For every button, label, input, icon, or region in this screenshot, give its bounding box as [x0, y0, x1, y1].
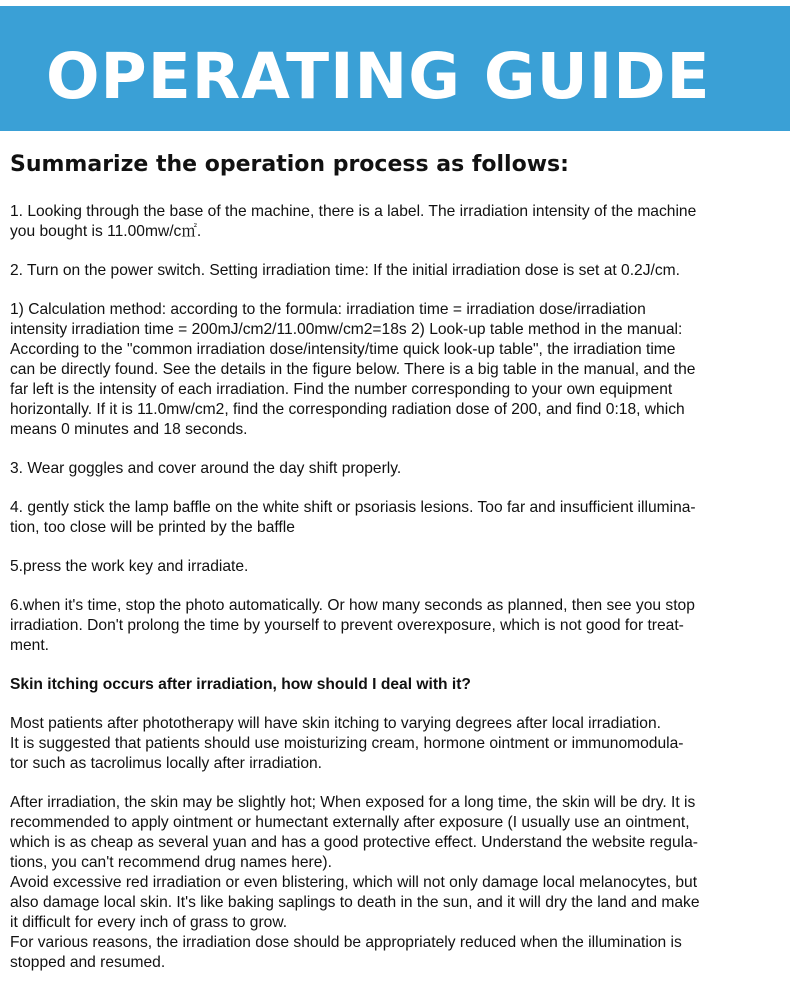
faq-answer-paragraph [10, 714, 782, 774]
step-5-paragraph [10, 557, 782, 577]
text-line: recommended to apply ointment or humectant externally after exposure (I usually use an ointment, [10, 814, 690, 831]
title-banner [0, 6, 790, 131]
banner-title: OPERATING GUIDE [46, 40, 711, 113]
text-line: can be directly found. See the details in the figure below. There is a big table in the manual, and the [10, 361, 696, 378]
text-line: According to the "common irradiation dose/intensity/time quick look-up table", the irradiation time [10, 341, 676, 358]
text-line: 4. gently stick the lamp baffle on the white shift or psoriasis lesions. Too far and insufficient illumina- [10, 499, 696, 516]
text-line: 1) Calculation method: according to the formula: irradiation time = irradiation dose/irradiation [10, 301, 646, 318]
text-line: 5.press the work key and irradiate. [10, 558, 249, 575]
text-line: tor such as tacrolimus locally after irradiation. [10, 755, 322, 772]
guide-content [10, 148, 782, 992]
text-line: means 0 minutes and 18 seconds. [10, 421, 248, 438]
text-line: tion, too close will be printed by the baffle [10, 519, 295, 536]
text-line: After irradiation, the skin may be slightly hot; When exposed for a long time, the skin will be dry. It is [10, 794, 696, 811]
text-line: irradiation. Don't prolong the time by yourself to prevent overexposure, which is not good for treat- [10, 617, 684, 634]
text-line: ment. [10, 637, 49, 654]
text-line: you bought is 11.00mw/c㎡. [10, 223, 202, 240]
text-line: tions, you can't recommend drug names here). [10, 854, 332, 871]
text-line: also damage local skin. It's like baking saplings to death in the sun, and it will dry the land and make [10, 894, 700, 911]
text-line: 6.when it's time, stop the photo automatically. Or how many seconds as planned, then see you stop [10, 597, 695, 614]
text-line: Most patients after phototherapy will have skin itching to varying degrees after local irradiation. [10, 715, 661, 732]
text-line: far left is the intensity of each irradiation. Find the number corresponding to your own equipment [10, 381, 673, 398]
step-2-paragraph [10, 261, 782, 281]
section-heading: Summarize the operation process as follows: [10, 152, 569, 177]
text-line: Avoid excessive red irradiation or even blistering, which will not only damage local melanocytes, but [10, 874, 698, 891]
text-line: 2. Turn on the power switch. Setting irradiation time: If the initial irradiation dose is set at 0.2J/cm. [10, 262, 680, 279]
text-line: stopped and resumed. [10, 954, 166, 971]
step-6-paragraph [10, 596, 782, 656]
text-line: 1. Looking through the base of the machine, there is a label. The irradiation intensity of the machine [10, 203, 697, 220]
text-line: It is suggested that patients should use moisturizing cream, hormone ointment or immunomodula- [10, 735, 684, 752]
text-line: which is as cheap as several yuan and has a good protective effect. Understand the website regula- [10, 834, 698, 851]
text-line: 3. Wear goggles and cover around the day shift properly. [10, 460, 402, 477]
text-line: intensity irradiation time = 200mJ/cm2/11.00mw/cm2=18s 2) Look-up table method in the manual: [10, 321, 683, 338]
step-4-paragraph [10, 498, 782, 538]
calculation-method-paragraph [10, 300, 782, 440]
step-1-paragraph [10, 202, 782, 242]
text-line: For various reasons, the irradiation dose should be appropriately reduced when the illumination is [10, 934, 682, 951]
step-3-paragraph [10, 459, 782, 479]
text-line: horizontally. If it is 11.0mw/cm2, find the corresponding radiation dose of 200, and find 0:18, which [10, 401, 685, 418]
faq-answer-paragraph [10, 793, 782, 973]
text-line: it difficult for every inch of grass to grow. [10, 914, 288, 931]
faq-question: Skin itching occurs after irradiation, how should I deal with it? [10, 676, 471, 693]
